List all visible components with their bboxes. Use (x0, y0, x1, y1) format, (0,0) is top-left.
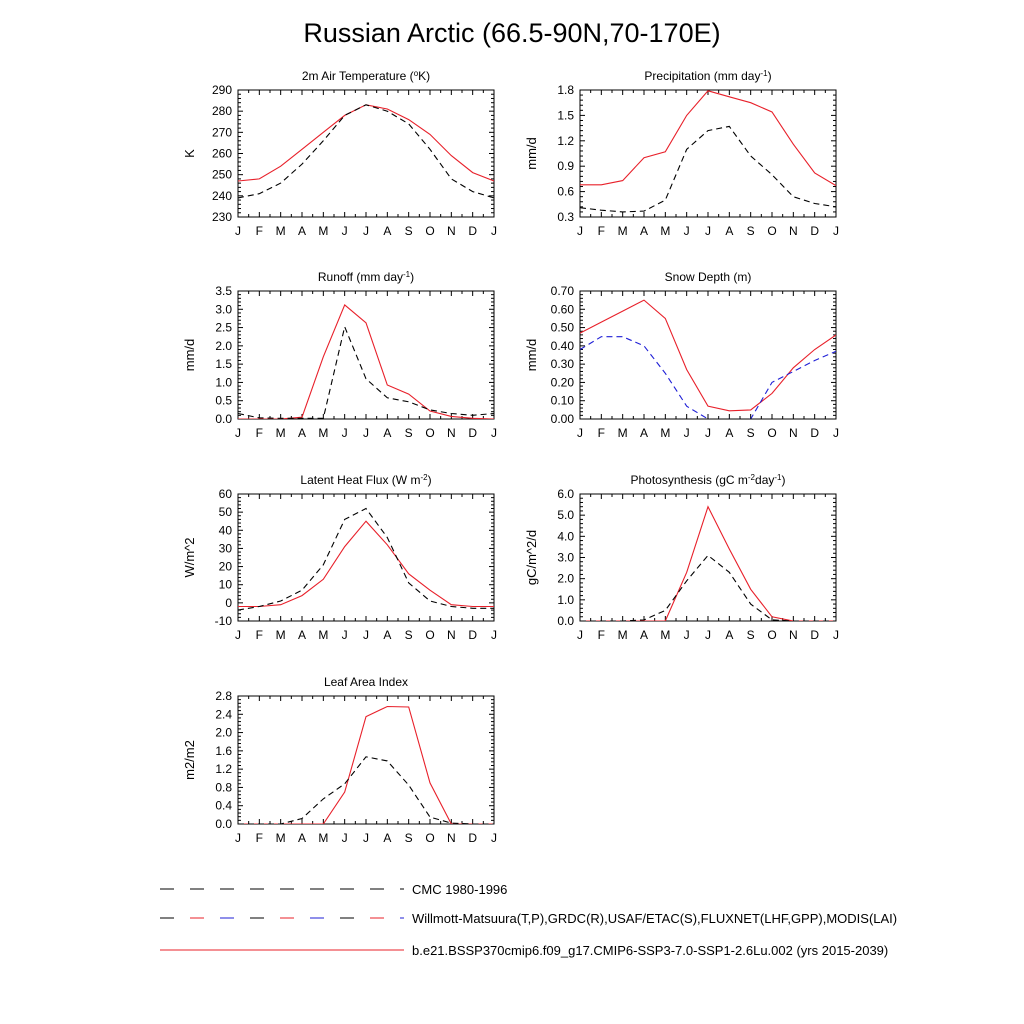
x-tick-label: F (255, 831, 264, 845)
y-tick-label: 0 (225, 595, 232, 610)
model-series-line (580, 507, 836, 621)
x-tick-label: M (617, 628, 628, 642)
x-tick-label: M (318, 628, 329, 642)
x-tick-label: S (746, 628, 755, 642)
y-tick-label: 0.10 (550, 393, 574, 408)
chart-precipitation (524, 69, 839, 239)
x-tick-label: J (577, 426, 583, 440)
y-tick-label: 10 (218, 577, 232, 592)
title-superscript: -2 (420, 472, 428, 482)
x-tick-label: A (725, 628, 734, 642)
x-tick-label: J (341, 628, 348, 642)
model-series-line (238, 521, 494, 606)
y-tick-label: 50 (218, 505, 232, 520)
x-tick-label: F (597, 426, 606, 440)
y-tick-label: 290 (211, 83, 232, 97)
x-tick-label: M (660, 628, 671, 642)
x-tick-label: F (255, 426, 264, 440)
plot-frame (238, 494, 494, 621)
y-tick-label: 2.0 (215, 725, 232, 740)
title-text: K) (418, 69, 431, 83)
title-text: Leaf Area Index (323, 675, 409, 689)
panel-title (665, 270, 752, 284)
x-tick-label: A (639, 628, 649, 642)
title-text: 2m Air Temperature ( (301, 69, 414, 83)
x-tick-label: J (705, 628, 711, 642)
chart-runoff (182, 270, 497, 441)
title-text: Snow Depth (m) (664, 270, 752, 284)
y-tick-label: 40 (218, 523, 232, 538)
model-series-line (238, 305, 494, 419)
x-tick-label: J (235, 831, 241, 845)
title-superscript: o (413, 68, 419, 78)
y-tick-label: 240 (211, 188, 232, 203)
x-tick-label: J (341, 426, 348, 440)
y-tick-label: 2.0 (215, 338, 232, 353)
y-tick-label: 0.8 (215, 780, 232, 795)
x-tick-label: D (468, 426, 478, 440)
title-text: day (755, 473, 775, 487)
y-tick-label: 0.50 (550, 320, 574, 335)
x-tick-label: A (383, 628, 392, 642)
x-tick-label: M (275, 628, 286, 642)
y-tick-label: 0.4 (215, 798, 232, 813)
x-tick-label: N (446, 224, 456, 238)
y-axis-label: K (182, 149, 197, 158)
y-tick-label: 250 (211, 167, 232, 182)
x-tick-label: M (275, 224, 286, 238)
x-tick-label: O (767, 224, 777, 238)
obs-series-line (580, 555, 836, 621)
y-tick-label: 5.0 (557, 508, 574, 523)
y-tick-label: 0.0 (215, 817, 232, 831)
x-tick-label: D (468, 224, 478, 238)
obs-series-line (580, 126, 836, 211)
title-superscript: -1 (774, 472, 782, 482)
y-tick-label: 6.0 (557, 487, 574, 501)
x-tick-label: D (810, 628, 820, 642)
x-tick-label: J (683, 426, 690, 440)
x-tick-label: S (746, 224, 755, 238)
x-tick-label: A (297, 426, 307, 440)
x-tick-label: O (425, 224, 435, 238)
y-tick-label: 0.70 (550, 284, 574, 298)
x-tick-label: O (425, 426, 435, 440)
y-tick-label: 0.0 (215, 412, 232, 426)
y-tick-label: 0.20 (550, 375, 574, 390)
x-tick-label: J (833, 628, 839, 642)
chart-snow-depth (524, 270, 839, 440)
model-series-line (238, 105, 494, 181)
y-tick-label: 3.5 (215, 284, 232, 298)
title-text: ) (410, 270, 415, 284)
chart-leaf-area-index (182, 675, 497, 845)
y-tick-label: 1.6 (215, 743, 232, 758)
title-text: Photosynthesis (gC m (630, 473, 748, 487)
y-tick-label: 0.40 (550, 338, 574, 353)
model-series-line (580, 300, 836, 411)
x-tick-label: M (617, 426, 628, 440)
x-tick-label: A (297, 224, 307, 238)
x-tick-label: S (746, 426, 755, 440)
y-axis-label: mm/d (524, 338, 539, 372)
y-tick-label: 1.5 (215, 357, 232, 372)
x-tick-label: A (383, 426, 392, 440)
x-tick-label: J (363, 628, 369, 642)
panel-title (324, 675, 408, 689)
y-tick-label: 280 (211, 104, 232, 119)
title-superscript: -1 (760, 68, 768, 78)
x-tick-label: A (297, 831, 307, 845)
y-tick-label: 260 (211, 146, 232, 161)
x-tick-label: J (491, 224, 497, 238)
x-tick-label: A (297, 628, 307, 642)
x-tick-label: N (788, 426, 798, 440)
title-text: ) (781, 473, 786, 487)
x-tick-label: A (383, 224, 392, 238)
x-tick-label: A (725, 224, 734, 238)
x-tick-label: D (810, 426, 820, 440)
x-tick-label: O (767, 426, 777, 440)
y-tick-label: 0.30 (550, 357, 574, 372)
plot-frame (238, 696, 494, 824)
y-tick-label: 0.00 (550, 412, 574, 426)
y-tick-label: 270 (211, 125, 232, 140)
x-tick-label: J (491, 426, 497, 440)
panel-title (302, 69, 430, 84)
x-tick-label: M (660, 224, 671, 238)
panel-title (631, 473, 786, 488)
x-tick-label: M (660, 426, 671, 440)
y-tick-label: 0.3 (557, 210, 574, 224)
x-tick-label: A (383, 831, 392, 845)
y-tick-label: 3.0 (557, 550, 574, 565)
x-tick-label: J (341, 224, 348, 238)
x-tick-label: J (833, 426, 839, 440)
y-tick-label: 3.0 (215, 302, 232, 317)
x-tick-label: J (235, 224, 241, 238)
y-tick-label: 2.4 (215, 707, 232, 722)
obs-series-line (238, 327, 494, 419)
panel-title (300, 473, 431, 488)
model-series-line (238, 707, 494, 825)
panel-title (318, 270, 414, 285)
y-tick-label: 1.2 (557, 133, 574, 148)
y-tick-label: 230 (211, 210, 232, 224)
plot-frame (238, 291, 494, 419)
y-tick-label: 2.0 (557, 571, 574, 586)
y-tick-label: 0.0 (557, 614, 574, 628)
plot-frame (580, 494, 836, 621)
x-tick-label: J (705, 426, 711, 440)
x-tick-label: D (468, 831, 478, 845)
x-tick-label: J (705, 224, 711, 238)
x-tick-label: J (577, 628, 583, 642)
x-tick-label: F (255, 628, 264, 642)
x-tick-label: M (617, 224, 628, 238)
x-tick-label: D (468, 628, 478, 642)
y-tick-label: 30 (218, 541, 232, 556)
y-tick-label: 1.5 (557, 108, 574, 123)
y-tick-label: 0.5 (215, 393, 232, 408)
title-text: Latent Heat Flux (W m (300, 473, 421, 487)
x-tick-label: J (235, 426, 241, 440)
y-tick-label: 4.0 (557, 529, 574, 544)
x-tick-label: J (683, 224, 690, 238)
y-axis-label: mm/d (524, 137, 539, 170)
x-tick-label: J (491, 831, 497, 845)
legend-label-observations: Willmott-Matsuura(T,P),GRDC(R),USAF/ETAC(S),FLUXNET(LHF,GPP),MODIS(LAI) (412, 911, 898, 926)
legend-label-model: b.e21.BSSP370cmip6.f09_g17.CMIP6-SSP3-7.0-SSP1-2.6Lu.002 (yrs 2015-2039) (412, 943, 889, 958)
obs-series-line (238, 757, 494, 824)
title-superscript: -2 (747, 472, 756, 482)
y-tick-label: 1.0 (215, 375, 232, 390)
chart-air-temperature (182, 69, 497, 239)
x-tick-label: J (833, 224, 839, 238)
x-tick-label: A (639, 426, 649, 440)
y-tick-label: 0.6 (557, 184, 574, 199)
y-axis-label: mm/d (182, 338, 197, 372)
y-axis-label: gC/m^2/d (524, 529, 539, 586)
plot-frame (580, 291, 836, 419)
x-tick-label: S (404, 224, 413, 238)
y-tick-label: 0.60 (550, 302, 574, 317)
x-tick-label: J (683, 628, 690, 642)
chart-latent-heat-flux (182, 473, 497, 643)
chart-photosynthesis (524, 473, 839, 643)
x-tick-label: J (363, 831, 369, 845)
obs-series-line (238, 509, 494, 611)
y-tick-label: 60 (218, 487, 232, 501)
x-tick-label: F (597, 628, 606, 642)
x-tick-label: J (341, 831, 348, 845)
y-axis-label: W/m^2 (182, 537, 197, 578)
y-tick-label: 2.5 (215, 320, 232, 335)
title-text: ) (767, 69, 772, 83)
x-tick-label: N (446, 831, 456, 845)
y-axis-label: m2/m2 (182, 740, 197, 780)
x-tick-label: N (446, 628, 456, 642)
x-tick-label: J (363, 224, 369, 238)
x-tick-label: N (788, 224, 798, 238)
obs-series-line (238, 105, 494, 198)
y-tick-label: 1.2 (215, 762, 232, 777)
x-tick-label: O (425, 831, 435, 845)
title-text: Runoff (mm day (317, 270, 404, 284)
title-text: ) (427, 473, 432, 487)
x-tick-label: S (404, 426, 413, 440)
x-tick-label: D (810, 224, 820, 238)
x-tick-label: A (639, 224, 649, 238)
panel-title (644, 69, 771, 84)
model-series-line (580, 91, 836, 186)
y-tick-label: 1.0 (557, 592, 574, 607)
title-superscript: -1 (403, 269, 411, 279)
y-tick-label: 2.8 (215, 689, 232, 703)
x-tick-label: N (788, 628, 798, 642)
x-tick-label: J (363, 426, 369, 440)
y-tick-label: 1.8 (557, 83, 574, 97)
x-tick-label: O (425, 628, 435, 642)
y-tick-label: 0.9 (557, 159, 574, 174)
title-text: Precipitation (mm day (644, 69, 761, 83)
x-tick-label: N (446, 426, 456, 440)
x-tick-label: O (767, 628, 777, 642)
x-tick-label: M (275, 426, 286, 440)
x-tick-label: S (404, 831, 413, 845)
x-tick-label: F (255, 224, 264, 238)
page-title: Russian Arctic (66.5-90N,70-170E) (303, 18, 721, 48)
y-tick-label: -10 (214, 614, 232, 628)
x-tick-label: J (235, 628, 241, 642)
x-tick-label: J (577, 224, 583, 238)
x-tick-label: M (275, 831, 286, 845)
x-tick-label: F (597, 224, 606, 238)
x-tick-label: M (318, 224, 329, 238)
x-tick-label: A (725, 426, 734, 440)
x-tick-label: M (318, 831, 329, 845)
plot-frame (238, 90, 494, 217)
y-tick-label: 20 (218, 559, 232, 574)
legend-label-cmc: CMC 1980-1996 (412, 882, 508, 897)
x-tick-label: M (318, 426, 329, 440)
x-tick-label: S (404, 628, 413, 642)
x-tick-label: J (491, 628, 497, 642)
